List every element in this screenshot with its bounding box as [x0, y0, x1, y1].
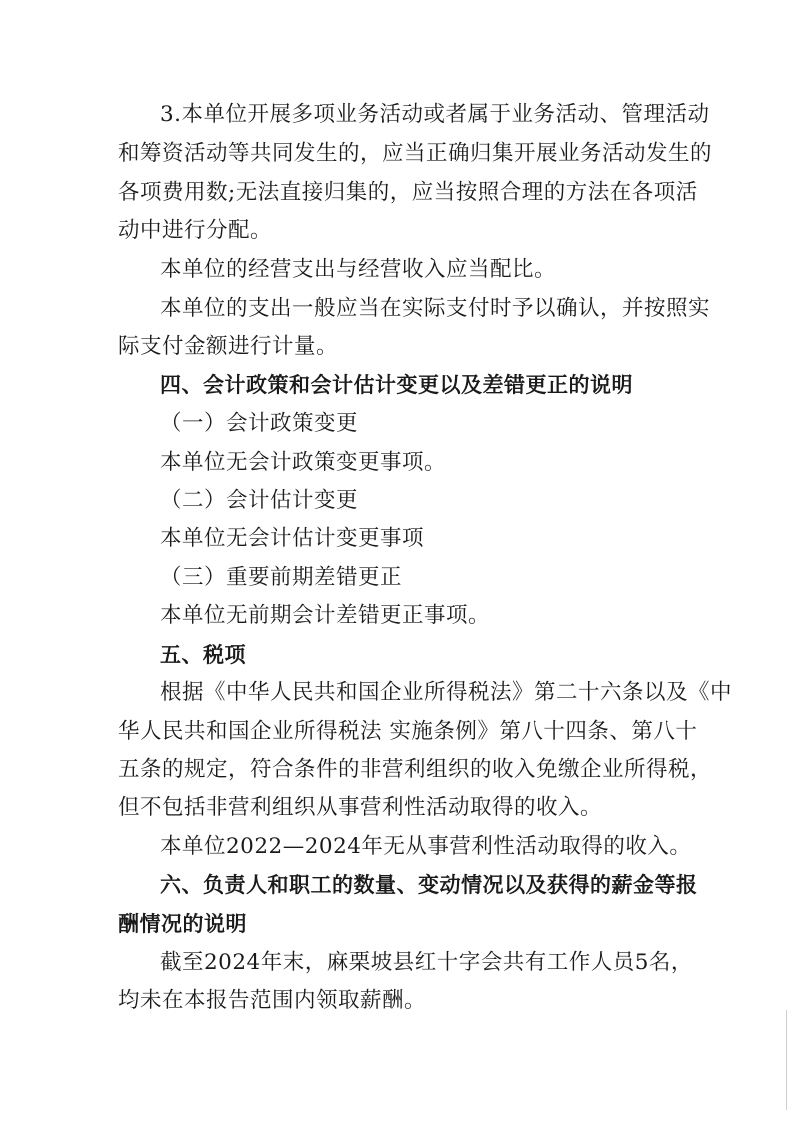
section-heading-6: 六、负责人和职工的数量、变动情况以及获得的薪金等报 [160, 873, 698, 897]
paragraph-line: 本单位无会计政策变更事项。 [160, 450, 447, 475]
paragraph-line: 各项费用数;无法直接归集的，应当按照合理的方法在各项活 [118, 180, 698, 205]
paragraph-line: 本单位无会计估计变更事项 [160, 526, 425, 551]
section-heading-4: 四、会计政策和会计估计变更以及差错更正的说明 [160, 373, 633, 397]
paragraph-line: 但不包括非营利组织从事营利性活动取得的收入。 [118, 795, 603, 820]
paragraph-line: 华人民共和国企业所得税法 实施条例》第八十四条、第八十 [118, 719, 698, 744]
scan-edge-mark [786, 1010, 787, 1110]
paragraph-line: 本单位的经营支出与经营收入应当配比。 [160, 257, 557, 282]
paragraph-line: 五条的规定，符合条件的非营利组织的收入免缴企业所得税， [118, 757, 713, 782]
subsection-heading: （三）重要前期差错更正 [160, 565, 403, 590]
section-heading-6-continued: 酬情况的说明 [118, 912, 247, 936]
paragraph-line: 动中进行分配。 [118, 218, 273, 243]
paragraph-line: 本单位的支出一般应当在实际支付时予以确认，并按照实 [160, 296, 711, 321]
paragraph-line: 和筹资活动等共同发生的，应当正确归集开展业务活动发生的 [118, 141, 713, 166]
paragraph-line: 本单位无前期会计差错更正事项。 [160, 603, 491, 628]
paragraph-line: 截至2024年末，麻栗坡县红十字会共有工作人员5名， [160, 950, 693, 975]
paragraph-line: 3.本单位开展多项业务活动或者属于业务活动、管理活动 [160, 102, 710, 127]
subsection-heading: （二）会计估计变更 [160, 488, 359, 513]
section-heading-5: 五、税项 [160, 643, 246, 667]
paragraph-line: 根据《中华人民共和国企业所得税法》第二十六条以及《中 [160, 680, 733, 705]
paragraph-line: 均未在本报告范围内领取薪酬。 [118, 988, 427, 1013]
paragraph-line: 本单位2022—2024年无从事营利性活动取得的收入。 [160, 834, 692, 859]
subsection-heading: （一）会计政策变更 [160, 411, 359, 436]
paragraph-line: 际支付金额进行计量。 [118, 334, 339, 359]
